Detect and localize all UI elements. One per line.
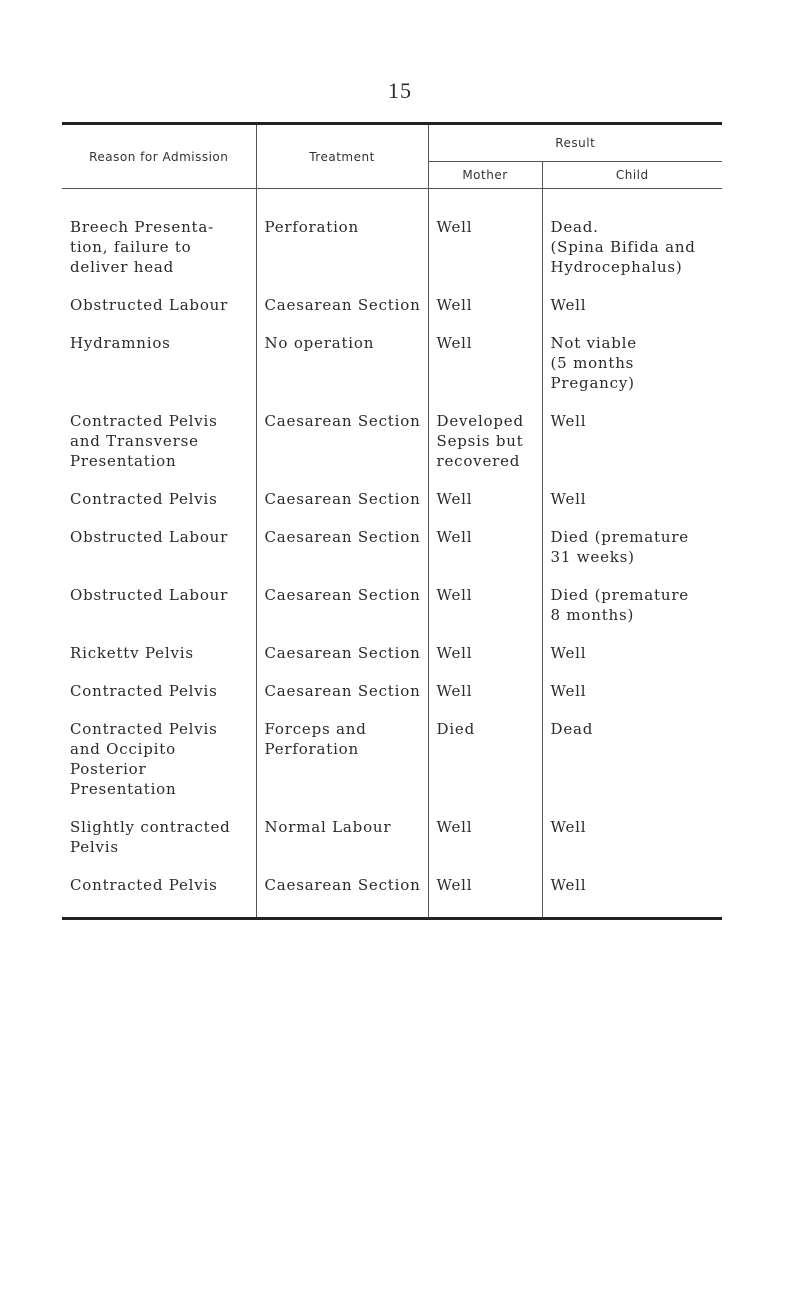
cell-child-line: Dead. <box>550 218 599 236</box>
cell-reason-line: Slightly contracted <box>70 818 231 836</box>
cell-child-line: Well <box>550 644 587 662</box>
cell-reason-line: tion, failure to <box>70 238 192 256</box>
cell-reason-line: and Transverse <box>70 432 199 450</box>
table-row <box>62 489 722 527</box>
cell-treatment-line: Forceps and <box>264 720 367 738</box>
cell-reason <box>62 295 256 333</box>
table-row <box>62 817 722 875</box>
table-row <box>62 643 722 681</box>
cell-reason-line: Contracted Pelvis <box>70 490 218 508</box>
cell-child-line: Well <box>550 682 587 700</box>
cell-mother-line: Well <box>436 876 473 894</box>
cell-child <box>542 585 722 643</box>
admissions-table-wrapper <box>62 122 722 920</box>
cell-mother <box>428 189 542 296</box>
cell-treatment-line: Caesarean Section <box>264 682 421 700</box>
cell-mother <box>428 333 542 411</box>
cell-mother <box>428 585 542 643</box>
cell-reason <box>62 333 256 411</box>
cell-child-line: (Spina Bifida and <box>550 238 696 256</box>
cell-mother-line: Well <box>436 296 473 314</box>
cell-child <box>542 489 722 527</box>
cell-reason <box>62 875 256 919</box>
header-treatment: Treatment <box>256 124 428 189</box>
cell-reason <box>62 527 256 585</box>
table-row <box>62 585 722 643</box>
table-row <box>62 681 722 719</box>
cell-treatment-line: Perforation <box>264 218 359 236</box>
cell-child-line: Not viable <box>550 334 637 352</box>
cell-child-line: (5 months <box>550 354 635 372</box>
page-number: 15 <box>388 78 412 103</box>
cell-mother-line: recovered <box>436 452 521 470</box>
cell-reason-line: Obstructed Labour <box>70 296 229 314</box>
cell-mother <box>428 817 542 875</box>
cell-child-line: Well <box>550 412 587 430</box>
cell-mother <box>428 411 542 489</box>
cell-reason-line: Presentation <box>70 452 177 470</box>
table-row <box>62 333 722 411</box>
cell-mother <box>428 681 542 719</box>
cell-reason <box>62 189 256 296</box>
table-row <box>62 719 722 817</box>
cell-child <box>542 681 722 719</box>
cell-child <box>542 295 722 333</box>
cell-treatment <box>256 643 428 681</box>
cell-child <box>542 875 722 919</box>
cell-mother-line: Well <box>436 334 473 352</box>
cell-treatment <box>256 681 428 719</box>
header-mother: Mother <box>428 162 542 189</box>
cell-treatment <box>256 489 428 527</box>
cell-mother-line: Died <box>436 720 476 738</box>
cell-child <box>542 527 722 585</box>
table-body <box>62 189 722 919</box>
cell-treatment-line: Caesarean Section <box>264 644 421 662</box>
cell-treatment <box>256 333 428 411</box>
cell-reason <box>62 411 256 489</box>
cell-child-line: Died (premature <box>550 528 689 546</box>
cell-treatment <box>256 585 428 643</box>
cell-child-line: Dead <box>550 720 594 738</box>
cell-treatment <box>256 527 428 585</box>
table-row <box>62 189 722 296</box>
cell-reason-line: and Occipito <box>70 740 176 758</box>
table-row <box>62 295 722 333</box>
cell-child-line: Well <box>550 296 587 314</box>
cell-treatment-line: Caesarean Section <box>264 296 421 314</box>
cell-reason-line: Hydramnios <box>70 334 171 352</box>
cell-mother <box>428 527 542 585</box>
cell-child <box>542 333 722 411</box>
cell-mother-line: Well <box>436 644 473 662</box>
cell-mother <box>428 643 542 681</box>
cell-reason-line: Posterior <box>70 760 147 778</box>
cell-reason-line: Obstructed Labour <box>70 528 229 546</box>
table-row <box>62 411 722 489</box>
cell-treatment <box>256 719 428 817</box>
cell-mother <box>428 875 542 919</box>
cell-mother-line: Well <box>436 818 473 836</box>
cell-reason-line: Contracted Pelvis <box>70 876 218 894</box>
cell-reason <box>62 719 256 817</box>
table-header <box>62 124 722 189</box>
cell-reason <box>62 643 256 681</box>
cell-child <box>542 411 722 489</box>
cell-treatment-line: Perforation <box>264 740 359 758</box>
cell-child <box>542 719 722 817</box>
cell-treatment-line: Caesarean Section <box>264 528 421 546</box>
cell-reason-line: deliver head <box>70 258 175 276</box>
cell-treatment-line: No operation <box>264 334 375 352</box>
cell-treatment <box>256 817 428 875</box>
cell-mother-line: Well <box>436 586 473 604</box>
cell-treatment <box>256 411 428 489</box>
cell-treatment-line: Caesarean Section <box>264 412 421 430</box>
cell-reason <box>62 585 256 643</box>
cell-reason <box>62 681 256 719</box>
cell-mother-line: Well <box>436 528 473 546</box>
cell-mother <box>428 719 542 817</box>
cell-child <box>542 817 722 875</box>
cell-reason-line: Contracted Pelvis <box>70 682 218 700</box>
admissions-table <box>62 122 722 920</box>
cell-mother-line: Developed <box>436 412 524 430</box>
cell-child-line: Well <box>550 876 587 894</box>
cell-reason-line: Obstructed Labour <box>70 586 229 604</box>
cell-child-line: Well <box>550 818 587 836</box>
cell-mother <box>428 295 542 333</box>
cell-reason-line: Rickettv Pelvis <box>70 644 194 662</box>
cell-treatment <box>256 875 428 919</box>
header-reason: Reason for Admission <box>62 124 256 189</box>
cell-child-line: Died (premature <box>550 586 689 604</box>
header-child: Child <box>542 162 722 189</box>
cell-mother-line: Well <box>436 218 473 236</box>
cell-mother-line: Sepsis but <box>436 432 524 450</box>
cell-child-line: 8 months) <box>550 606 635 624</box>
cell-child <box>542 643 722 681</box>
cell-reason-line: Presentation <box>70 780 177 798</box>
cell-child-line: 31 weeks) <box>550 548 635 566</box>
header-result: Result <box>428 124 722 162</box>
cell-treatment <box>256 189 428 296</box>
cell-treatment-line: Normal Labour <box>264 818 392 836</box>
cell-reason-line: Breech Presenta- <box>70 218 214 236</box>
cell-mother <box>428 489 542 527</box>
cell-reason <box>62 817 256 875</box>
cell-child-line: Pregancy) <box>550 374 635 392</box>
cell-treatment-line: Caesarean Section <box>264 490 421 508</box>
cell-child-line: Well <box>550 490 587 508</box>
cell-treatment-line: Caesarean Section <box>264 586 421 604</box>
cell-treatment <box>256 295 428 333</box>
table-row <box>62 875 722 919</box>
cell-child-line: Hydrocephalus) <box>550 258 683 276</box>
table-row <box>62 527 722 585</box>
cell-treatment-line: Caesarean Section <box>264 876 421 894</box>
cell-mother-line: Well <box>436 682 473 700</box>
cell-reason-line: Pelvis <box>70 838 119 856</box>
cell-child <box>542 189 722 296</box>
cell-reason-line: Contracted Pelvis <box>70 720 218 738</box>
cell-reason-line: Contracted Pelvis <box>70 412 218 430</box>
cell-mother-line: Well <box>436 490 473 508</box>
cell-reason <box>62 489 256 527</box>
